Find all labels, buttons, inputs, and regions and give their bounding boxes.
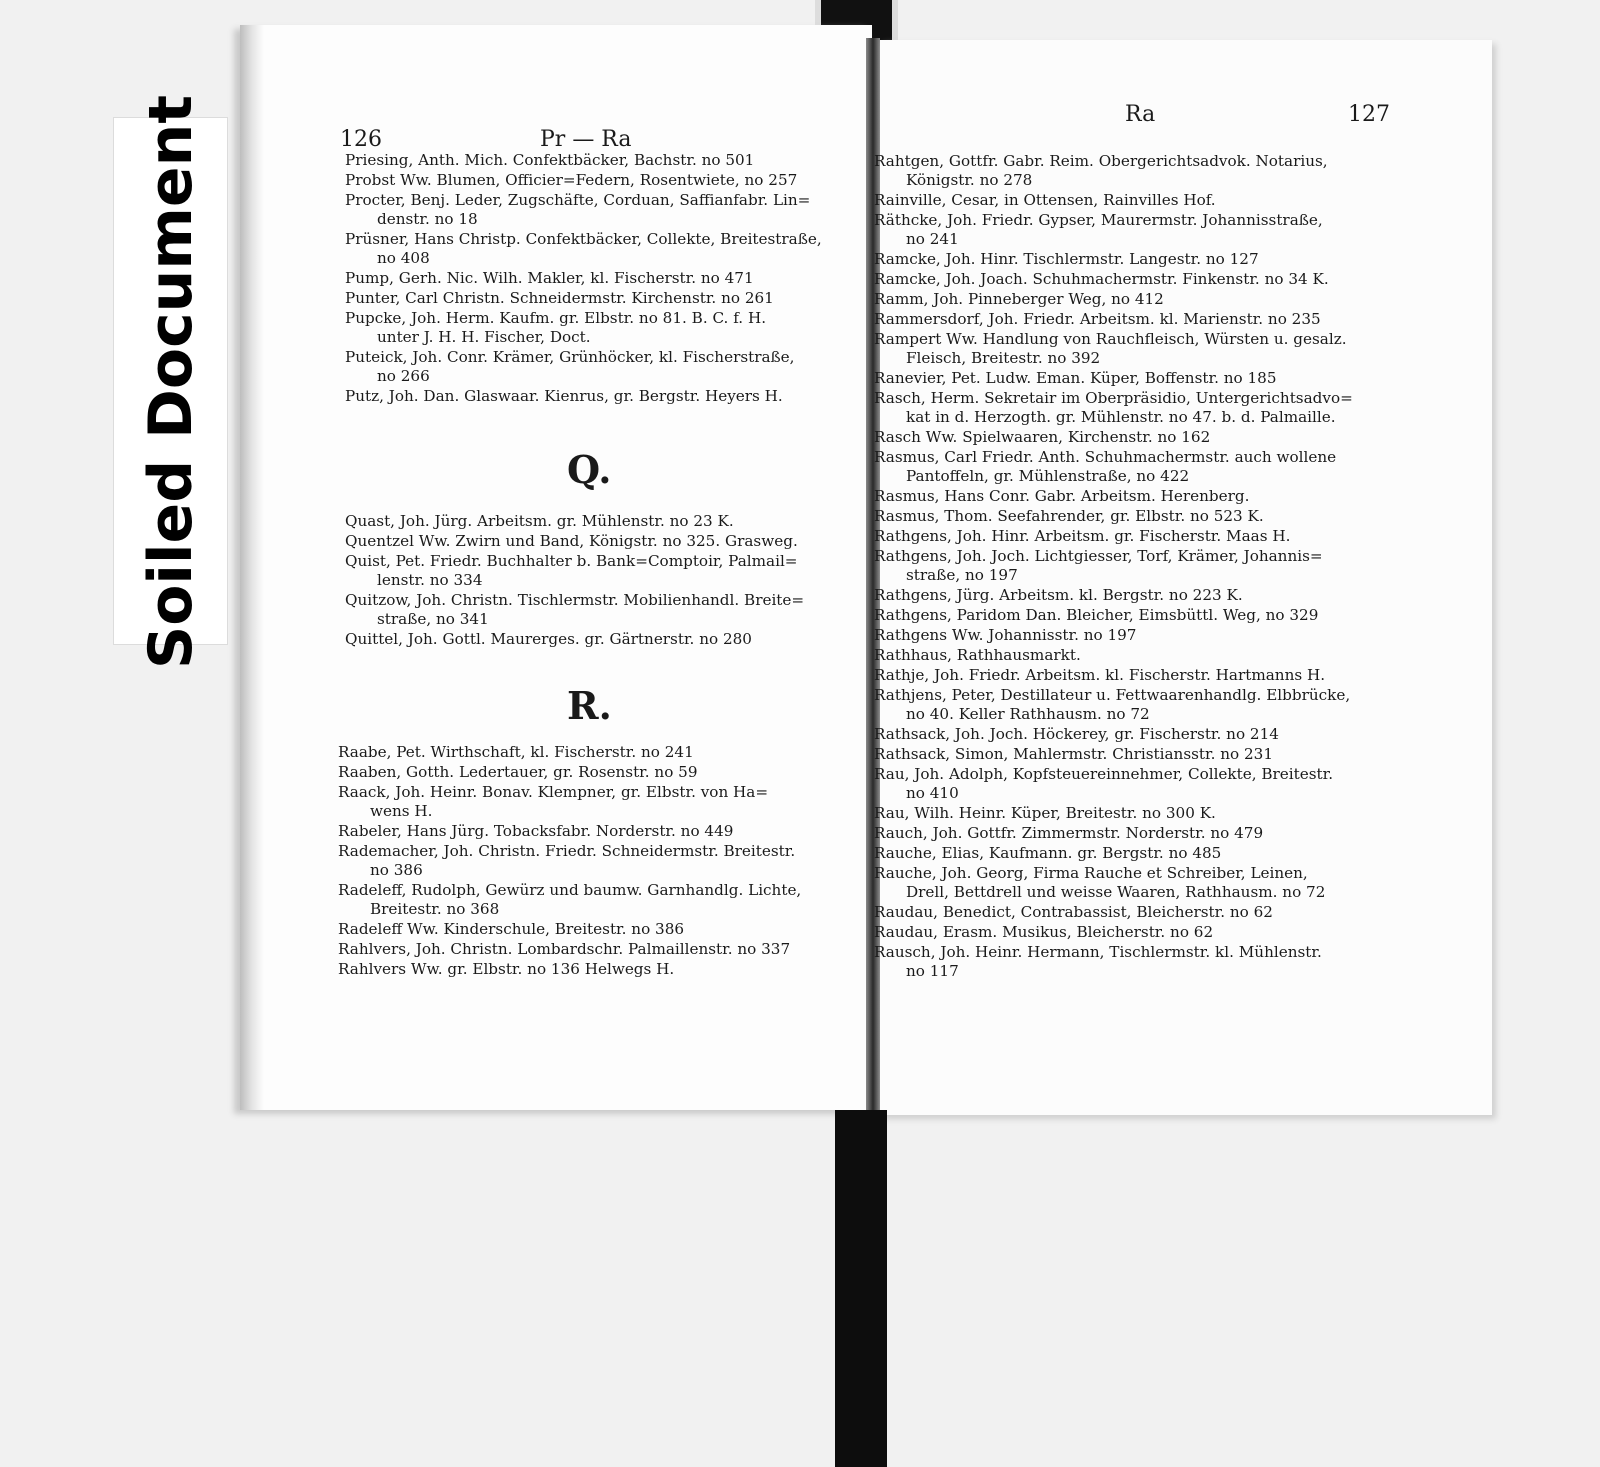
entry-continuation: no 40. Keller Rathhausm. no 72 (906, 705, 1150, 723)
directory-entry (874, 428, 1210, 447)
bookmark-ribbon-bottom (835, 1110, 887, 1467)
directory-entry (874, 310, 1321, 329)
entry-line: Raack, Joh. Heinr. Bonav. Klempner, gr. Elbstr. von Ha= (338, 783, 769, 801)
entry-line: Rauche, Joh. Georg, Firma Rauche et Schreiber, Leinen, (874, 864, 1308, 882)
entry-line: Rausch, Joh. Heinr. Hermann, Tischlermstr. kl. Mühlenstr. (874, 943, 1322, 961)
directory-entry (345, 532, 798, 551)
entry-line: Rathje, Joh. Friedr. Arbeitsm. kl. Fischerstr. Hartmanns H. (874, 666, 1326, 684)
entry-line: Punter, Carl Christn. Schneidermstr. Kirchenstr. no 261 (345, 289, 774, 307)
directory-entry (874, 626, 1136, 645)
entry-line: Raaben, Gotth. Ledertauer, gr. Rosenstr. no 59 (338, 763, 698, 781)
entry-line: Rau, Wilh. Heinr. Küper, Breitestr. no 300 K. (874, 804, 1216, 822)
directory-entry (874, 389, 1353, 427)
entry-continuation: Königstr. no 278 (906, 171, 1033, 189)
directory-entry (874, 290, 1164, 309)
entry-line: Probst Ww. Blumen, Officier=Federn, Rosentwiete, no 257 (345, 171, 798, 189)
directory-entry (338, 822, 733, 841)
entry-continuation: kat in d. Herzogth. gr. Mühlenstr. no 47. b. d. Palmaille. (906, 408, 1336, 426)
entry-line: Quitzow, Joh. Christn. Tischlermstr. Mobilienhandl. Breite= (345, 591, 805, 609)
entry-line: Rahlvers Ww. gr. Elbstr. no 136 Helwegs H. (338, 960, 675, 978)
entry-line: Rasch, Herm. Sekretair im Oberpräsidio, Untergerichtsadvo= (874, 389, 1353, 407)
entry-line: Raudau, Erasm. Musikus, Bleicherstr. no 62 (874, 923, 1214, 941)
entry-line: Radeleff, Rudolph, Gewürz und baumw. Garnhandlg. Lichte, (338, 881, 802, 899)
directory-entry (345, 230, 822, 268)
entry-line: Rathgens, Paridom Dan. Bleicher, Eimsbüttl. Weg, no 329 (874, 606, 1319, 624)
directory-entry (345, 289, 774, 308)
directory-entry (874, 606, 1318, 625)
directory-entry (874, 686, 1350, 724)
entry-continuation: Fleisch, Breitestr. no 392 (906, 349, 1101, 367)
directory-entry (874, 765, 1333, 803)
entry-line: Pump, Gerh. Nic. Wilh. Makler, kl. Fischerstr. no 471 (345, 269, 754, 287)
entry-line: Rasmus, Hans Conr. Gabr. Arbeitsm. Herenberg. (874, 487, 1250, 505)
directory-entry (874, 547, 1323, 585)
entry-line: Rauch, Joh. Gottfr. Zimmermstr. Norderstr. no 479 (874, 824, 1264, 842)
entry-continuation: no 386 (370, 861, 423, 879)
directory-entry (345, 269, 754, 288)
directory-entry (345, 552, 798, 590)
directory-entry (345, 348, 795, 386)
directory-entry (345, 309, 766, 347)
directory-entry (874, 586, 1243, 605)
entry-continuation: straße, no 197 (906, 566, 1018, 584)
entry-line: Rathhaus, Rathhausmarkt. (874, 646, 1081, 664)
entry-line: Rathgens, Joh. Hinr. Arbeitsm. gr. Fischerstr. Maas H. (874, 527, 1291, 545)
entry-continuation: Drell, Bettdrell und weisse Waaren, Rathhausm. no 72 (906, 883, 1326, 901)
entry-continuation: straße, no 341 (377, 610, 489, 628)
entry-continuation: no 410 (906, 784, 959, 802)
entry-line: Rau, Joh. Adolph, Kopfsteuereinnehmer, Collekte, Breitestr. (874, 765, 1334, 783)
entry-line: Rammersdorf, Joh. Friedr. Arbeitsm. kl. Marienstr. no 235 (874, 310, 1321, 328)
entry-continuation: Breitestr. no 368 (370, 900, 500, 918)
entry-line: Rathgens Ww. Johannisstr. no 197 (874, 626, 1137, 644)
right-page (874, 40, 1492, 1115)
entry-line: Quast, Joh. Jürg. Arbeitsm. gr. Mühlenstr. no 23 K. (345, 512, 734, 530)
entry-continuation: no 241 (906, 230, 959, 248)
directory-entry (874, 270, 1329, 289)
right-header-title: Ra (1125, 102, 1156, 127)
entry-line: Rathgens, Jürg. Arbeitsm. kl. Bergstr. no 223 K. (874, 586, 1243, 604)
directory-entry (874, 330, 1347, 368)
entry-continuation: wens H. (370, 802, 433, 820)
directory-entry (874, 844, 1221, 863)
directory-entry (874, 191, 1216, 210)
directory-entry (874, 250, 1259, 269)
entry-line: Rathjens, Peter, Destillateur u. Fettwaarenhandlg. Elbbrücke, (874, 686, 1351, 704)
entry-line: Raabe, Pet. Wirthschaft, kl. Fischerstr. no 241 (338, 743, 694, 761)
directory-entry (874, 527, 1290, 546)
entry-line: Putz, Joh. Dan. Glaswaar. Kienrus, gr. Bergstr. Heyers H. (345, 387, 783, 405)
entry-continuation: lenstr. no 334 (377, 571, 483, 589)
directory-entry (874, 666, 1325, 685)
entry-line: Pupcke, Joh. Herm. Kaufm. gr. Elbstr. no 81. B. C. f. H. (345, 309, 767, 327)
entry-line: Ramcke, Joh. Hinr. Tischlermstr. Langestr. no 127 (874, 250, 1259, 268)
directory-entry (345, 630, 752, 649)
left-page-number: 126 (340, 127, 382, 152)
entry-line: Rahtgen, Gottfr. Gabr. Reim. Obergerichtsadvok. Notarius, (874, 152, 1328, 170)
section-letter-r: R. (567, 683, 612, 728)
directory-entry (874, 745, 1273, 764)
directory-entry (345, 387, 783, 406)
entry-line: Rathsack, Simon, Mahlermstr. Christiansstr. no 231 (874, 745, 1274, 763)
entry-continuation: no 266 (377, 367, 430, 385)
directory-entry (345, 512, 734, 531)
entry-line: Rademacher, Joh. Christn. Friedr. Schneidermstr. Breitestr. (338, 842, 796, 860)
directory-entry (345, 591, 804, 629)
entry-line: Rasmus, Thom. Seefahrender, gr. Elbstr. no 523 K. (874, 507, 1264, 525)
directory-entry (345, 191, 810, 229)
directory-entry (338, 881, 801, 919)
directory-entry (338, 763, 698, 782)
directory-entry (874, 804, 1216, 823)
directory-entry (874, 507, 1264, 526)
entry-line: Räthcke, Joh. Friedr. Gypser, Maurermstr. Johannisstraße, (874, 211, 1323, 229)
directory-entry (338, 940, 790, 959)
entry-continuation: no 117 (906, 962, 959, 980)
directory-entry (874, 923, 1213, 942)
entry-line: Rahlvers, Joh. Christn. Lombardschr. Palmaillenstr. no 337 (338, 940, 791, 958)
right-page-number: 127 (1348, 102, 1390, 127)
entry-continuation: Pantoffeln, gr. Mühlenstraße, no 422 (906, 467, 1190, 485)
right-entries (874, 40, 1492, 1115)
entry-line: Rabeler, Hans Jürg. Tobacksfabr. Norderstr. no 449 (338, 822, 734, 840)
directory-entry (338, 960, 674, 979)
entry-line: Quittel, Joh. Gottl. Maurerges. gr. Gärtnerstr. no 280 (345, 630, 752, 648)
directory-entry (874, 211, 1323, 249)
entry-line: Rasch Ww. Spielwaaren, Kirchenstr. no 162 (874, 428, 1211, 446)
entry-line: Procter, Benj. Leder, Zugschäfte, Corduan, Saffianfabr. Lin= (345, 191, 811, 209)
entry-line: Quentzel Ww. Zwirn und Band, Königstr. no 325. Grasweg. (345, 532, 798, 550)
entry-continuation: denstr. no 18 (377, 210, 478, 228)
entry-line: Rampert Ww. Handlung von Rauchfleisch, Würsten u. gesalz. (874, 330, 1347, 348)
entry-line: Rauche, Elias, Kaufmann. gr. Bergstr. no 485 (874, 844, 1222, 862)
directory-entry (874, 646, 1081, 665)
entry-line: Rainville, Cesar, in Ottensen, Rainvilles Hof. (874, 191, 1216, 209)
directory-entry (345, 151, 754, 170)
soiled-document-stamp (113, 94, 228, 670)
directory-entry (874, 725, 1279, 744)
directory-entry (874, 903, 1273, 922)
entry-line: Radeleff Ww. Kinderschule, Breitestr. no 386 (338, 920, 685, 938)
entry-line: Ranevier, Pet. Ludw. Eman. Küper, Boffenstr. no 185 (874, 369, 1277, 387)
entry-line: Quist, Pet. Friedr. Buchhalter b. Bank=Comptoir, Palmail= (345, 552, 798, 570)
entry-line: Prüsner, Hans Christp. Confektbäcker, Collekte, Breitestraße, (345, 230, 822, 248)
directory-entry (874, 152, 1328, 190)
directory-entry (874, 864, 1325, 902)
directory-entry (874, 824, 1263, 843)
left-entries (240, 25, 872, 1110)
entry-line: Rasmus, Carl Friedr. Anth. Schuhmachermstr. auch wollene (874, 448, 1337, 466)
directory-entry (874, 448, 1336, 486)
entry-line: Ramcke, Joh. Joach. Schuhmachermstr. Finkenstr. no 34 K. (874, 270, 1329, 288)
left-header-title: Pr — Ra (540, 127, 632, 152)
directory-entry (338, 743, 694, 762)
entry-line: Priesing, Anth. Mich. Confektbäcker, Bachstr. no 501 (345, 151, 755, 169)
entry-line: Puteick, Joh. Conr. Krämer, Grünhöcker, kl. Fischerstraße, (345, 348, 795, 366)
entry-line: Ramm, Joh. Pinneberger Weg, no 412 (874, 290, 1164, 308)
entry-line: Rathgens, Joh. Joch. Lichtgiesser, Torf, Krämer, Johannis= (874, 547, 1323, 565)
section-letter-q: Q. (567, 447, 612, 492)
directory-entry (345, 171, 797, 190)
left-page (240, 25, 872, 1110)
entry-line: Rathsack, Joh. Joch. Höckerey, gr. Fischerstr. no 214 (874, 725, 1279, 743)
directory-entry (338, 783, 768, 821)
directory-entry (338, 842, 795, 880)
directory-entry (338, 920, 684, 939)
directory-entry (874, 487, 1249, 506)
entry-line: Raudau, Benedict, Contrabassist, Bleicherstr. no 62 (874, 903, 1273, 921)
entry-continuation: no 408 (377, 249, 430, 267)
stamp-label: Soiled Document (136, 94, 206, 670)
directory-entry (874, 369, 1276, 388)
entry-continuation: unter J. H. H. Fischer, Doct. (377, 328, 591, 346)
directory-entry (874, 943, 1322, 981)
